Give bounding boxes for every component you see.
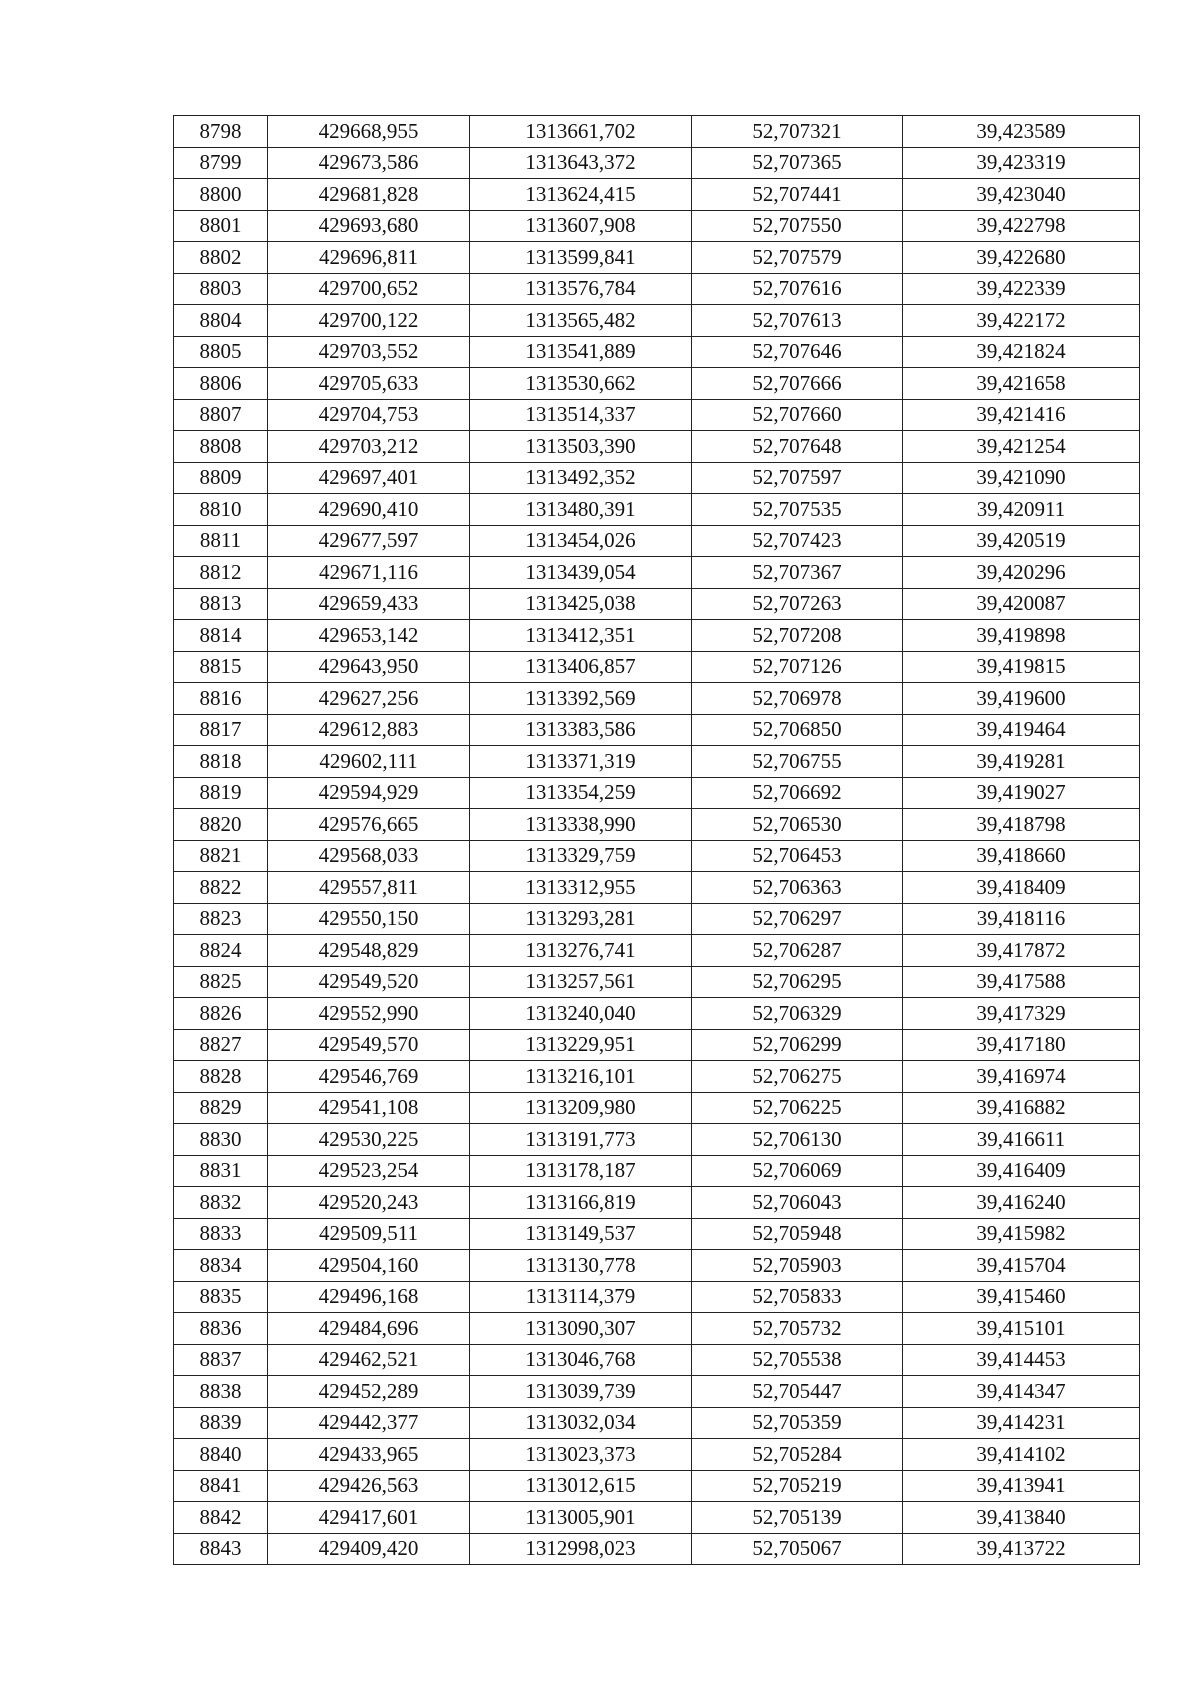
longitude-cell: 39,413840 bbox=[903, 1502, 1140, 1534]
latitude-cell: 52,705139 bbox=[692, 1502, 903, 1534]
longitude-cell: 39,415460 bbox=[903, 1281, 1140, 1313]
table-row bbox=[174, 1470, 1140, 1502]
longitude-cell: 39,418116 bbox=[903, 903, 1140, 935]
y-coordinate-cell: 1313149,537 bbox=[470, 1218, 692, 1250]
latitude-cell: 52,707367 bbox=[692, 557, 903, 589]
latitude-cell: 52,705067 bbox=[692, 1533, 903, 1565]
y-coordinate-cell: 1313607,908 bbox=[470, 210, 692, 242]
x-coordinate-cell: 429520,243 bbox=[268, 1187, 470, 1219]
latitude-cell: 52,707263 bbox=[692, 588, 903, 620]
table-row bbox=[174, 1407, 1140, 1439]
point-number-cell: 8828 bbox=[174, 1061, 268, 1093]
table-row bbox=[174, 336, 1140, 368]
point-number-cell: 8815 bbox=[174, 651, 268, 683]
table-row bbox=[174, 462, 1140, 494]
point-number-cell: 8841 bbox=[174, 1470, 268, 1502]
longitude-cell: 39,414453 bbox=[903, 1344, 1140, 1376]
x-coordinate-cell: 429417,601 bbox=[268, 1502, 470, 1534]
point-number-cell: 8806 bbox=[174, 368, 268, 400]
table-row bbox=[174, 1250, 1140, 1282]
longitude-cell: 39,415704 bbox=[903, 1250, 1140, 1282]
y-coordinate-cell: 1313240,040 bbox=[470, 998, 692, 1030]
x-coordinate-cell: 429509,511 bbox=[268, 1218, 470, 1250]
y-coordinate-cell: 1313005,901 bbox=[470, 1502, 692, 1534]
latitude-cell: 52,707597 bbox=[692, 462, 903, 494]
y-coordinate-cell: 1313643,372 bbox=[470, 147, 692, 179]
longitude-cell: 39,422339 bbox=[903, 273, 1140, 305]
y-coordinate-cell: 1313338,990 bbox=[470, 809, 692, 841]
y-coordinate-cell: 1313406,857 bbox=[470, 651, 692, 683]
x-coordinate-cell: 429696,811 bbox=[268, 242, 470, 274]
latitude-cell: 52,706275 bbox=[692, 1061, 903, 1093]
point-number-cell: 8826 bbox=[174, 998, 268, 1030]
point-number-cell: 8801 bbox=[174, 210, 268, 242]
latitude-cell: 52,705447 bbox=[692, 1376, 903, 1408]
longitude-cell: 39,422172 bbox=[903, 305, 1140, 337]
latitude-cell: 52,707535 bbox=[692, 494, 903, 526]
y-coordinate-cell: 1313624,415 bbox=[470, 179, 692, 211]
longitude-cell: 39,421658 bbox=[903, 368, 1140, 400]
coordinate-table bbox=[173, 115, 1140, 1565]
x-coordinate-cell: 429704,753 bbox=[268, 399, 470, 431]
latitude-cell: 52,707660 bbox=[692, 399, 903, 431]
x-coordinate-cell: 429627,256 bbox=[268, 683, 470, 715]
latitude-cell: 52,707550 bbox=[692, 210, 903, 242]
y-coordinate-cell: 1313178,187 bbox=[470, 1155, 692, 1187]
y-coordinate-cell: 1313371,319 bbox=[470, 746, 692, 778]
latitude-cell: 52,706692 bbox=[692, 777, 903, 809]
longitude-cell: 39,417588 bbox=[903, 966, 1140, 998]
table-row bbox=[174, 1061, 1140, 1093]
latitude-cell: 52,707646 bbox=[692, 336, 903, 368]
latitude-cell: 52,707208 bbox=[692, 620, 903, 652]
y-coordinate-cell: 1313329,759 bbox=[470, 840, 692, 872]
point-number-cell: 8842 bbox=[174, 1502, 268, 1534]
point-number-cell: 8798 bbox=[174, 116, 268, 148]
longitude-cell: 39,422680 bbox=[903, 242, 1140, 274]
y-coordinate-cell: 1313425,038 bbox=[470, 588, 692, 620]
y-coordinate-cell: 1313229,951 bbox=[470, 1029, 692, 1061]
x-coordinate-cell: 429552,990 bbox=[268, 998, 470, 1030]
point-number-cell: 8812 bbox=[174, 557, 268, 589]
point-number-cell: 8807 bbox=[174, 399, 268, 431]
latitude-cell: 52,705538 bbox=[692, 1344, 903, 1376]
latitude-cell: 52,706453 bbox=[692, 840, 903, 872]
table-row bbox=[174, 147, 1140, 179]
y-coordinate-cell: 1313454,026 bbox=[470, 525, 692, 557]
y-coordinate-cell: 1313312,955 bbox=[470, 872, 692, 904]
latitude-cell: 52,707423 bbox=[692, 525, 903, 557]
point-number-cell: 8813 bbox=[174, 588, 268, 620]
table-row bbox=[174, 1218, 1140, 1250]
x-coordinate-cell: 429442,377 bbox=[268, 1407, 470, 1439]
x-coordinate-cell: 429546,769 bbox=[268, 1061, 470, 1093]
point-number-cell: 8836 bbox=[174, 1313, 268, 1345]
longitude-cell: 39,419898 bbox=[903, 620, 1140, 652]
y-coordinate-cell: 1313492,352 bbox=[470, 462, 692, 494]
x-coordinate-cell: 429433,965 bbox=[268, 1439, 470, 1471]
table-row bbox=[174, 903, 1140, 935]
table-row bbox=[174, 1281, 1140, 1313]
y-coordinate-cell: 1313503,390 bbox=[470, 431, 692, 463]
latitude-cell: 52,706295 bbox=[692, 966, 903, 998]
x-coordinate-cell: 429426,563 bbox=[268, 1470, 470, 1502]
y-coordinate-cell: 1313661,702 bbox=[470, 116, 692, 148]
table-row bbox=[174, 998, 1140, 1030]
point-number-cell: 8816 bbox=[174, 683, 268, 715]
x-coordinate-cell: 429643,950 bbox=[268, 651, 470, 683]
point-number-cell: 8805 bbox=[174, 336, 268, 368]
longitude-cell: 39,421824 bbox=[903, 336, 1140, 368]
longitude-cell: 39,421090 bbox=[903, 462, 1140, 494]
point-number-cell: 8829 bbox=[174, 1092, 268, 1124]
point-number-cell: 8843 bbox=[174, 1533, 268, 1565]
longitude-cell: 39,423589 bbox=[903, 116, 1140, 148]
latitude-cell: 52,706850 bbox=[692, 714, 903, 746]
point-number-cell: 8808 bbox=[174, 431, 268, 463]
longitude-cell: 39,416409 bbox=[903, 1155, 1140, 1187]
point-number-cell: 8800 bbox=[174, 179, 268, 211]
latitude-cell: 52,706043 bbox=[692, 1187, 903, 1219]
point-number-cell: 8835 bbox=[174, 1281, 268, 1313]
x-coordinate-cell: 429602,111 bbox=[268, 746, 470, 778]
y-coordinate-cell: 1313412,351 bbox=[470, 620, 692, 652]
y-coordinate-cell: 1313599,841 bbox=[470, 242, 692, 274]
longitude-cell: 39,422798 bbox=[903, 210, 1140, 242]
x-coordinate-cell: 429677,597 bbox=[268, 525, 470, 557]
latitude-cell: 52,705732 bbox=[692, 1313, 903, 1345]
latitude-cell: 52,705903 bbox=[692, 1250, 903, 1282]
table-row bbox=[174, 399, 1140, 431]
table-row bbox=[174, 1439, 1140, 1471]
point-number-cell: 8840 bbox=[174, 1439, 268, 1471]
y-coordinate-cell: 1313383,586 bbox=[470, 714, 692, 746]
x-coordinate-cell: 429693,680 bbox=[268, 210, 470, 242]
table-row bbox=[174, 431, 1140, 463]
table-row bbox=[174, 1155, 1140, 1187]
x-coordinate-cell: 429462,521 bbox=[268, 1344, 470, 1376]
point-number-cell: 8799 bbox=[174, 147, 268, 179]
table-row bbox=[174, 273, 1140, 305]
x-coordinate-cell: 429452,289 bbox=[268, 1376, 470, 1408]
point-number-cell: 8819 bbox=[174, 777, 268, 809]
point-number-cell: 8822 bbox=[174, 872, 268, 904]
longitude-cell: 39,417872 bbox=[903, 935, 1140, 967]
point-number-cell: 8818 bbox=[174, 746, 268, 778]
longitude-cell: 39,415982 bbox=[903, 1218, 1140, 1250]
table-row bbox=[174, 210, 1140, 242]
table-row bbox=[174, 935, 1140, 967]
table-row bbox=[174, 966, 1140, 998]
longitude-cell: 39,420911 bbox=[903, 494, 1140, 526]
x-coordinate-cell: 429671,116 bbox=[268, 557, 470, 589]
x-coordinate-cell: 429681,828 bbox=[268, 179, 470, 211]
longitude-cell: 39,413941 bbox=[903, 1470, 1140, 1502]
longitude-cell: 39,420087 bbox=[903, 588, 1140, 620]
longitude-cell: 39,418798 bbox=[903, 809, 1140, 841]
latitude-cell: 52,707613 bbox=[692, 305, 903, 337]
y-coordinate-cell: 1313392,569 bbox=[470, 683, 692, 715]
latitude-cell: 52,707365 bbox=[692, 147, 903, 179]
latitude-cell: 52,706299 bbox=[692, 1029, 903, 1061]
table-row bbox=[174, 1124, 1140, 1156]
point-number-cell: 8810 bbox=[174, 494, 268, 526]
table-row bbox=[174, 494, 1140, 526]
longitude-cell: 39,416974 bbox=[903, 1061, 1140, 1093]
table-row bbox=[174, 714, 1140, 746]
table-row bbox=[174, 305, 1140, 337]
point-number-cell: 8820 bbox=[174, 809, 268, 841]
latitude-cell: 52,707616 bbox=[692, 273, 903, 305]
point-number-cell: 8825 bbox=[174, 966, 268, 998]
y-coordinate-cell: 1313046,768 bbox=[470, 1344, 692, 1376]
latitude-cell: 52,707666 bbox=[692, 368, 903, 400]
y-coordinate-cell: 1313216,101 bbox=[470, 1061, 692, 1093]
table-row bbox=[174, 242, 1140, 274]
point-number-cell: 8821 bbox=[174, 840, 268, 872]
longitude-cell: 39,419027 bbox=[903, 777, 1140, 809]
latitude-cell: 52,705219 bbox=[692, 1470, 903, 1502]
x-coordinate-cell: 429550,150 bbox=[268, 903, 470, 935]
table-row bbox=[174, 557, 1140, 589]
y-coordinate-cell: 1312998,023 bbox=[470, 1533, 692, 1565]
point-number-cell: 8803 bbox=[174, 273, 268, 305]
latitude-cell: 52,706363 bbox=[692, 872, 903, 904]
x-coordinate-cell: 429576,665 bbox=[268, 809, 470, 841]
y-coordinate-cell: 1313514,337 bbox=[470, 399, 692, 431]
longitude-cell: 39,419281 bbox=[903, 746, 1140, 778]
latitude-cell: 52,706755 bbox=[692, 746, 903, 778]
latitude-cell: 52,706329 bbox=[692, 998, 903, 1030]
longitude-cell: 39,413722 bbox=[903, 1533, 1140, 1565]
point-number-cell: 8837 bbox=[174, 1344, 268, 1376]
x-coordinate-cell: 429703,552 bbox=[268, 336, 470, 368]
longitude-cell: 39,420296 bbox=[903, 557, 1140, 589]
longitude-cell: 39,414102 bbox=[903, 1439, 1140, 1471]
table-row bbox=[174, 872, 1140, 904]
point-number-cell: 8814 bbox=[174, 620, 268, 652]
x-coordinate-cell: 429548,829 bbox=[268, 935, 470, 967]
table-row bbox=[174, 777, 1140, 809]
longitude-cell: 39,416240 bbox=[903, 1187, 1140, 1219]
longitude-cell: 39,419464 bbox=[903, 714, 1140, 746]
longitude-cell: 39,418660 bbox=[903, 840, 1140, 872]
latitude-cell: 52,706297 bbox=[692, 903, 903, 935]
y-coordinate-cell: 1313293,281 bbox=[470, 903, 692, 935]
longitude-cell: 39,416611 bbox=[903, 1124, 1140, 1156]
table-row bbox=[174, 651, 1140, 683]
longitude-cell: 39,419600 bbox=[903, 683, 1140, 715]
x-coordinate-cell: 429484,696 bbox=[268, 1313, 470, 1345]
y-coordinate-cell: 1313541,889 bbox=[470, 336, 692, 368]
coordinate-table-body bbox=[174, 116, 1140, 1565]
x-coordinate-cell: 429653,142 bbox=[268, 620, 470, 652]
longitude-cell: 39,420519 bbox=[903, 525, 1140, 557]
y-coordinate-cell: 1313191,773 bbox=[470, 1124, 692, 1156]
latitude-cell: 52,706287 bbox=[692, 935, 903, 967]
latitude-cell: 52,706069 bbox=[692, 1155, 903, 1187]
point-number-cell: 8824 bbox=[174, 935, 268, 967]
longitude-cell: 39,416882 bbox=[903, 1092, 1140, 1124]
x-coordinate-cell: 429530,225 bbox=[268, 1124, 470, 1156]
x-coordinate-cell: 429668,955 bbox=[268, 116, 470, 148]
y-coordinate-cell: 1313257,561 bbox=[470, 966, 692, 998]
y-coordinate-cell: 1313090,307 bbox=[470, 1313, 692, 1345]
table-row bbox=[174, 809, 1140, 841]
x-coordinate-cell: 429690,410 bbox=[268, 494, 470, 526]
x-coordinate-cell: 429549,520 bbox=[268, 966, 470, 998]
y-coordinate-cell: 1313012,615 bbox=[470, 1470, 692, 1502]
y-coordinate-cell: 1313023,373 bbox=[470, 1439, 692, 1471]
latitude-cell: 52,705359 bbox=[692, 1407, 903, 1439]
x-coordinate-cell: 429496,168 bbox=[268, 1281, 470, 1313]
longitude-cell: 39,423319 bbox=[903, 147, 1140, 179]
table-row bbox=[174, 746, 1140, 778]
table-row bbox=[174, 116, 1140, 148]
x-coordinate-cell: 429659,433 bbox=[268, 588, 470, 620]
point-number-cell: 8839 bbox=[174, 1407, 268, 1439]
y-coordinate-cell: 1313576,784 bbox=[470, 273, 692, 305]
point-number-cell: 8831 bbox=[174, 1155, 268, 1187]
x-coordinate-cell: 429594,929 bbox=[268, 777, 470, 809]
table-row bbox=[174, 1187, 1140, 1219]
x-coordinate-cell: 429568,033 bbox=[268, 840, 470, 872]
x-coordinate-cell: 429523,254 bbox=[268, 1155, 470, 1187]
point-number-cell: 8802 bbox=[174, 242, 268, 274]
latitude-cell: 52,705284 bbox=[692, 1439, 903, 1471]
table-row bbox=[174, 1092, 1140, 1124]
table-row bbox=[174, 179, 1140, 211]
longitude-cell: 39,419815 bbox=[903, 651, 1140, 683]
table-row bbox=[174, 588, 1140, 620]
x-coordinate-cell: 429703,212 bbox=[268, 431, 470, 463]
point-number-cell: 8811 bbox=[174, 525, 268, 557]
latitude-cell: 52,707648 bbox=[692, 431, 903, 463]
x-coordinate-cell: 429700,652 bbox=[268, 273, 470, 305]
latitude-cell: 52,705833 bbox=[692, 1281, 903, 1313]
longitude-cell: 39,414347 bbox=[903, 1376, 1140, 1408]
point-number-cell: 8833 bbox=[174, 1218, 268, 1250]
latitude-cell: 52,706978 bbox=[692, 683, 903, 715]
point-number-cell: 8834 bbox=[174, 1250, 268, 1282]
point-number-cell: 8838 bbox=[174, 1376, 268, 1408]
table-row bbox=[174, 620, 1140, 652]
point-number-cell: 8827 bbox=[174, 1029, 268, 1061]
point-number-cell: 8832 bbox=[174, 1187, 268, 1219]
point-number-cell: 8823 bbox=[174, 903, 268, 935]
y-coordinate-cell: 1313439,054 bbox=[470, 557, 692, 589]
table-row bbox=[174, 1029, 1140, 1061]
y-coordinate-cell: 1313354,259 bbox=[470, 777, 692, 809]
latitude-cell: 52,707126 bbox=[692, 651, 903, 683]
y-coordinate-cell: 1313130,778 bbox=[470, 1250, 692, 1282]
table-row bbox=[174, 683, 1140, 715]
x-coordinate-cell: 429705,633 bbox=[268, 368, 470, 400]
y-coordinate-cell: 1313530,662 bbox=[470, 368, 692, 400]
x-coordinate-cell: 429504,160 bbox=[268, 1250, 470, 1282]
point-number-cell: 8830 bbox=[174, 1124, 268, 1156]
longitude-cell: 39,414231 bbox=[903, 1407, 1140, 1439]
x-coordinate-cell: 429700,122 bbox=[268, 305, 470, 337]
table-row bbox=[174, 1502, 1140, 1534]
point-number-cell: 8809 bbox=[174, 462, 268, 494]
latitude-cell: 52,706225 bbox=[692, 1092, 903, 1124]
x-coordinate-cell: 429541,108 bbox=[268, 1092, 470, 1124]
latitude-cell: 52,707321 bbox=[692, 116, 903, 148]
latitude-cell: 52,707579 bbox=[692, 242, 903, 274]
longitude-cell: 39,415101 bbox=[903, 1313, 1140, 1345]
y-coordinate-cell: 1313039,739 bbox=[470, 1376, 692, 1408]
y-coordinate-cell: 1313276,741 bbox=[470, 935, 692, 967]
latitude-cell: 52,706530 bbox=[692, 809, 903, 841]
longitude-cell: 39,417329 bbox=[903, 998, 1140, 1030]
table-row bbox=[174, 368, 1140, 400]
point-number-cell: 8804 bbox=[174, 305, 268, 337]
x-coordinate-cell: 429612,883 bbox=[268, 714, 470, 746]
table-row bbox=[174, 525, 1140, 557]
y-coordinate-cell: 1313480,391 bbox=[470, 494, 692, 526]
table-row bbox=[174, 1344, 1140, 1376]
y-coordinate-cell: 1313032,034 bbox=[470, 1407, 692, 1439]
x-coordinate-cell: 429697,401 bbox=[268, 462, 470, 494]
latitude-cell: 52,705948 bbox=[692, 1218, 903, 1250]
latitude-cell: 52,706130 bbox=[692, 1124, 903, 1156]
longitude-cell: 39,418409 bbox=[903, 872, 1140, 904]
table-row bbox=[174, 1376, 1140, 1408]
longitude-cell: 39,421416 bbox=[903, 399, 1140, 431]
y-coordinate-cell: 1313209,980 bbox=[470, 1092, 692, 1124]
y-coordinate-cell: 1313114,379 bbox=[470, 1281, 692, 1313]
y-coordinate-cell: 1313565,482 bbox=[470, 305, 692, 337]
table-row bbox=[174, 1313, 1140, 1345]
table-row bbox=[174, 840, 1140, 872]
longitude-cell: 39,421254 bbox=[903, 431, 1140, 463]
x-coordinate-cell: 429409,420 bbox=[268, 1533, 470, 1565]
x-coordinate-cell: 429673,586 bbox=[268, 147, 470, 179]
x-coordinate-cell: 429549,570 bbox=[268, 1029, 470, 1061]
latitude-cell: 52,707441 bbox=[692, 179, 903, 211]
longitude-cell: 39,423040 bbox=[903, 179, 1140, 211]
longitude-cell: 39,417180 bbox=[903, 1029, 1140, 1061]
point-number-cell: 8817 bbox=[174, 714, 268, 746]
x-coordinate-cell: 429557,811 bbox=[268, 872, 470, 904]
table-row bbox=[174, 1533, 1140, 1565]
y-coordinate-cell: 1313166,819 bbox=[470, 1187, 692, 1219]
